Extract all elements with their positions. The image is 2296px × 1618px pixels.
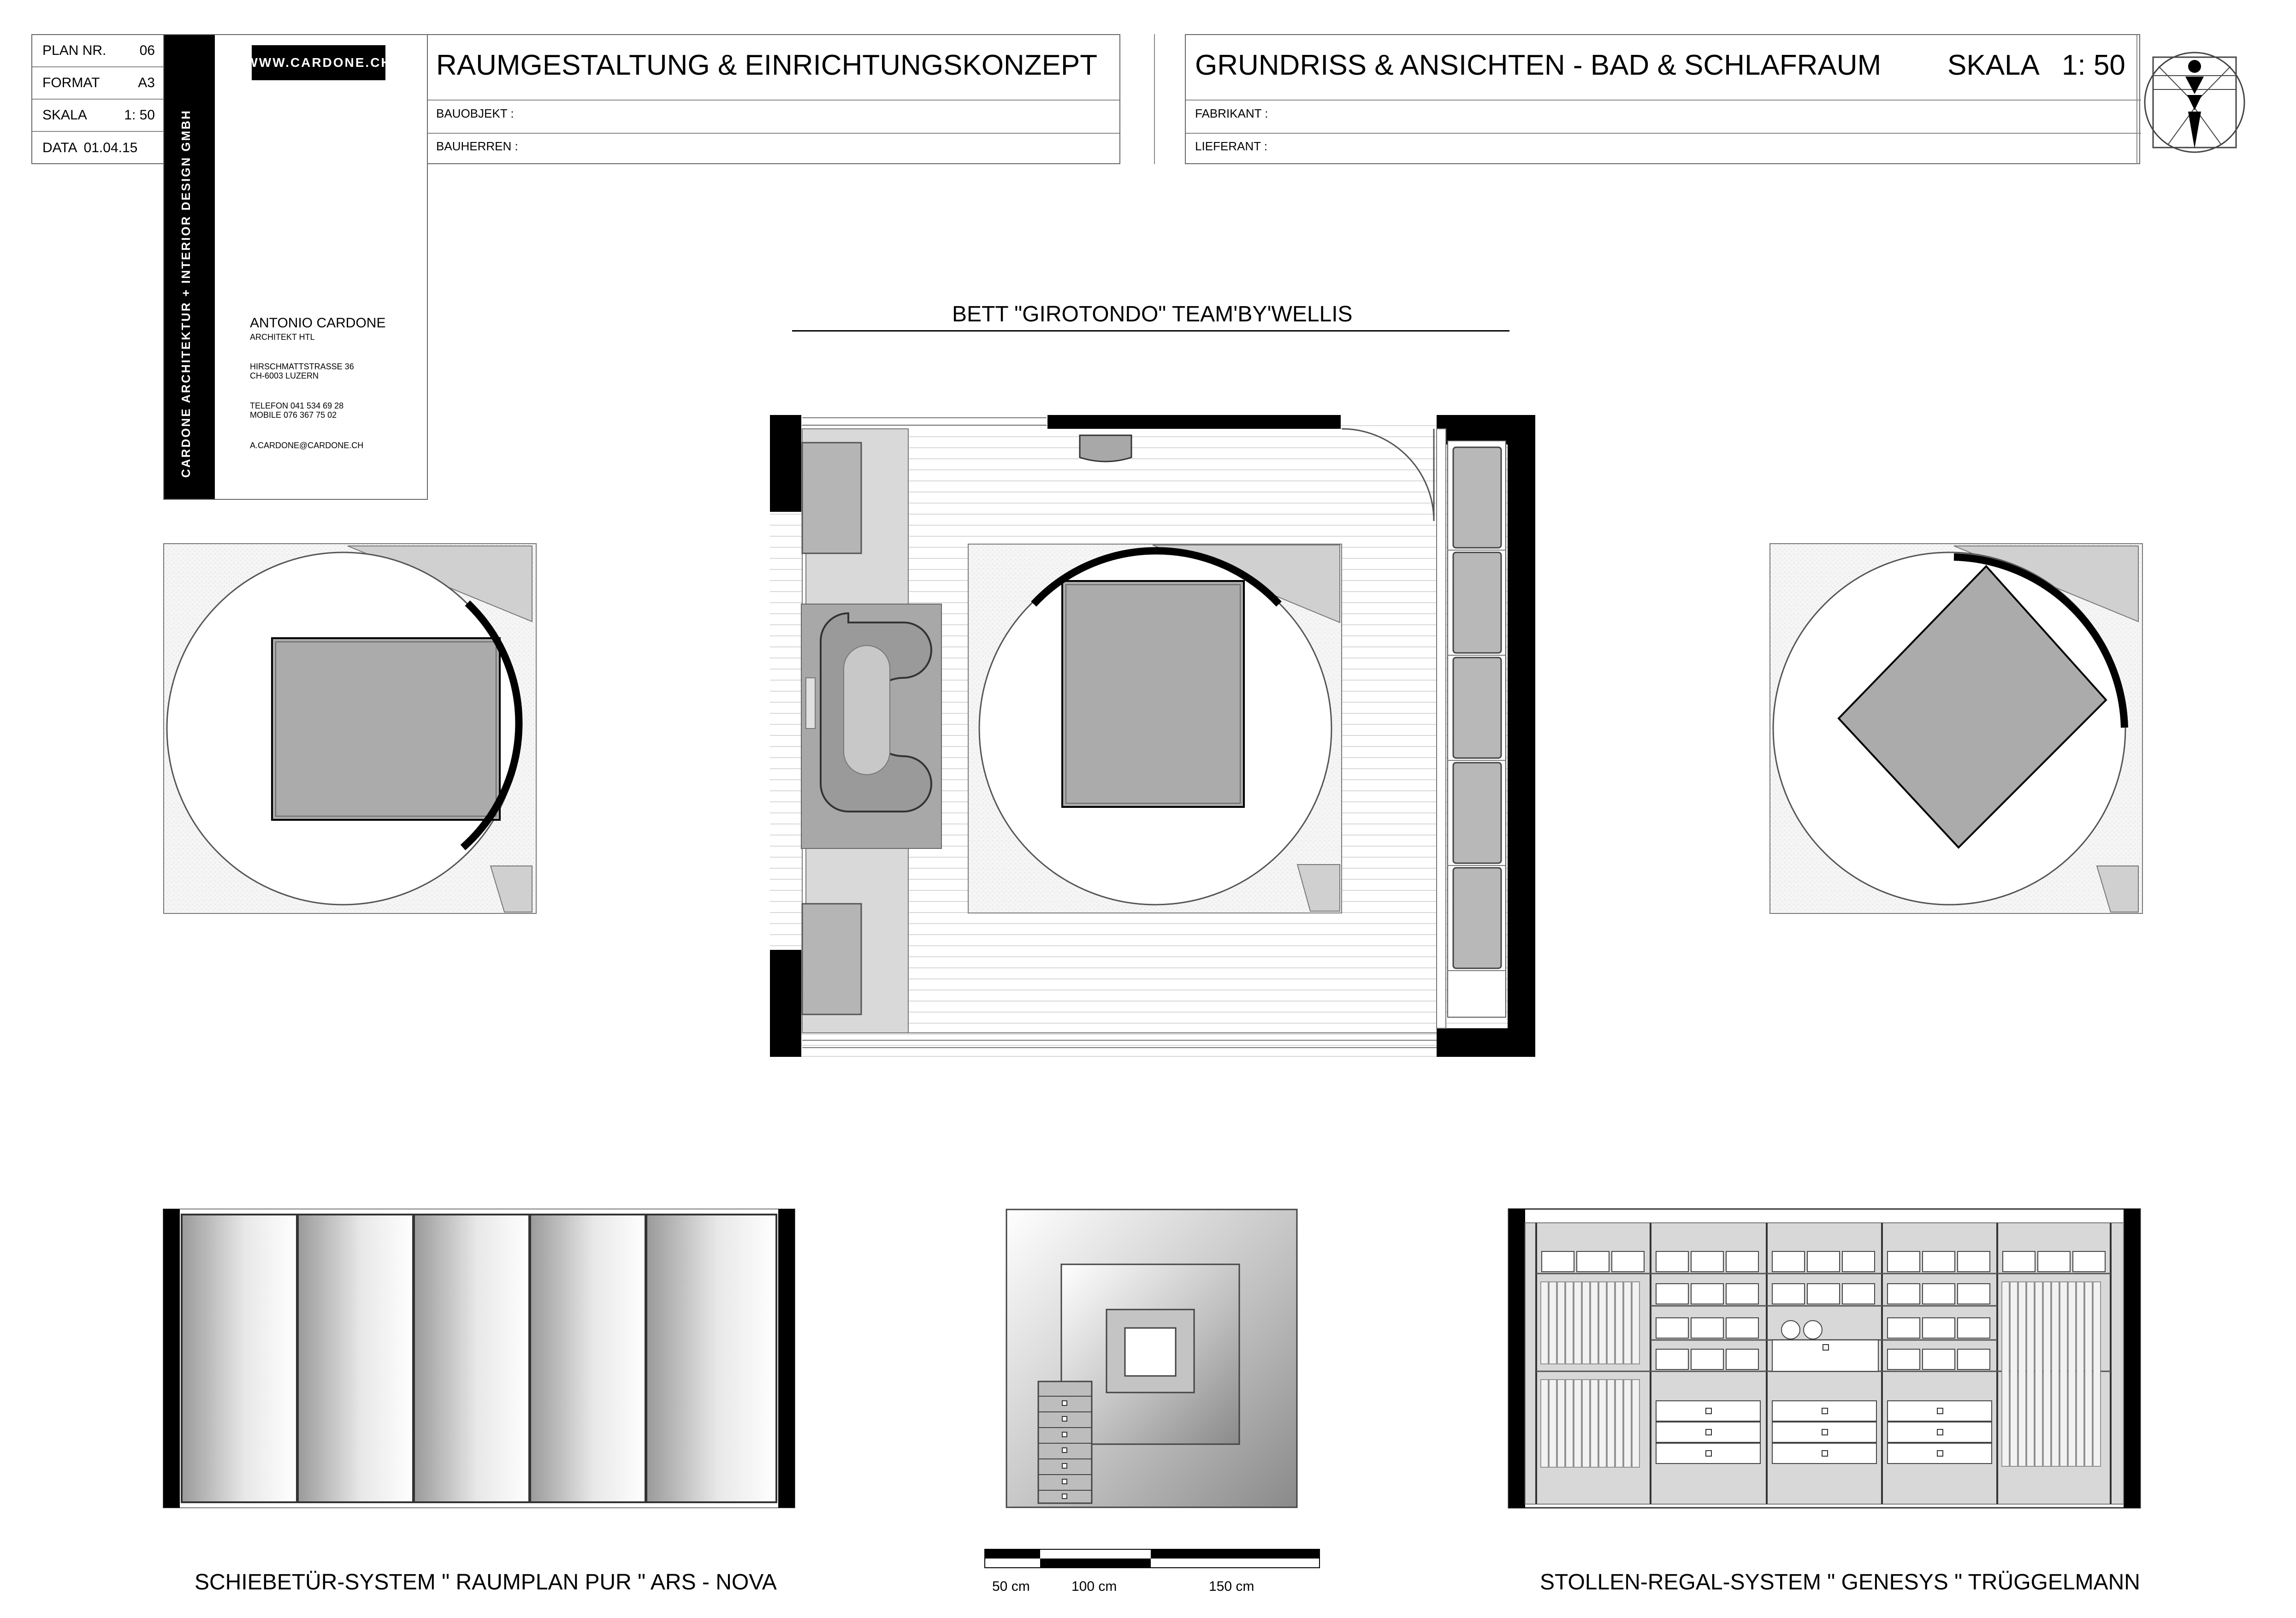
mobile-number: MOBILE 076 367 75 02 xyxy=(250,410,337,420)
bed-title-underline xyxy=(792,330,1509,332)
project-title-block xyxy=(428,34,1120,164)
date-value: 01.04.15 xyxy=(83,140,138,155)
divider-line xyxy=(428,100,1119,101)
format-value: A3 xyxy=(138,75,155,90)
sheet-scale-value: 1: 50 xyxy=(2062,49,2125,81)
plan-nr-value: 06 xyxy=(139,43,155,58)
company-card xyxy=(163,34,428,500)
title-separator xyxy=(1154,34,1155,164)
format-label: FORMAT xyxy=(42,75,100,90)
sliding-door-elevation xyxy=(163,1209,795,1508)
plan-info-table xyxy=(31,34,166,164)
format-row xyxy=(32,67,165,100)
scale-label-50: 50 cm xyxy=(992,1579,1030,1594)
scale-label-100: 100 cm xyxy=(1071,1579,1117,1594)
date-row xyxy=(32,132,165,164)
divider-line xyxy=(1186,133,2141,134)
vitruvian-figure-icon xyxy=(2140,34,2249,164)
scale-value: 1: 50 xyxy=(124,107,155,123)
email-address[interactable]: A.CARDONE@CARDONE.CH xyxy=(250,440,364,450)
phone-number: TELEFON 041 534 69 28 xyxy=(250,401,344,411)
plan-nr-label: PLAN NR. xyxy=(42,43,107,58)
bed-elevation xyxy=(1006,1209,1297,1508)
wall-top-center xyxy=(1047,415,1341,429)
sliding-door-caption: SCHIEBETÜR-SYSTEM " RAUMPLAN PUR " ARS - NOVA xyxy=(195,1570,777,1594)
scale-row xyxy=(32,100,165,132)
bed-title: BETT "GIROTONDO" TEAM'BY'WELLIS xyxy=(952,302,1353,326)
logo-divider xyxy=(2136,35,2137,164)
contact-block xyxy=(250,315,385,450)
date-label: DATA xyxy=(42,140,77,155)
street-address: HIRSCHMATTSTRASSE 36 xyxy=(250,362,354,371)
scale-label: SKALA xyxy=(42,107,87,123)
sheet-title: GRUNDRISS & ANSICHTEN - BAD & SCHLAFRAUM xyxy=(1195,49,1882,81)
bauobjekt-field: BAUOBJEKT : xyxy=(436,107,514,120)
wall-left-top xyxy=(770,415,801,512)
divider-line xyxy=(428,133,1119,134)
sheet-scale-label: SKALA xyxy=(1947,49,2040,81)
architect-name: ANTONIO CARDONE xyxy=(250,315,386,331)
divider-line xyxy=(1186,100,2141,101)
plan-nr-row xyxy=(32,35,165,67)
bauherren-field: BAUHERREN : xyxy=(436,139,518,153)
city-address: CH-6003 LUZERN xyxy=(250,371,319,380)
wall-right xyxy=(1508,415,1535,1057)
scale-label-150: 150 cm xyxy=(1209,1579,1255,1594)
wall-bottom-right xyxy=(1437,1028,1535,1057)
floor-plan xyxy=(770,415,1535,1057)
shelf-system-caption: STOLLEN-REGAL-SYSTEM " GENESYS " TRÜGGELMANN xyxy=(1540,1570,2140,1594)
sheet-title-block xyxy=(1185,34,2140,164)
project-title: RAUMGESTALTUNG & EINRICHTUNGSKONZEPT xyxy=(436,49,1098,81)
bed-variant-left xyxy=(163,543,537,914)
website-text[interactable]: WWW.CARDONE.CH xyxy=(245,55,392,70)
scale-bar xyxy=(985,1548,1320,1571)
shelf-system-elevation xyxy=(1509,1209,2140,1508)
bed-variant-right xyxy=(1769,543,2143,914)
website-banner xyxy=(245,45,392,80)
wall-left-bottom xyxy=(770,950,801,1057)
company-vertical-bar xyxy=(164,35,215,499)
fabrikant-field: FABRIKANT : xyxy=(1195,107,1268,120)
company-vertical-text: CARDONE ARCHITEKTUR + INTERIOR DESIGN GMBH xyxy=(179,109,193,478)
lieferant-field: LIEFERANT : xyxy=(1195,139,1268,153)
architect-title: ARCHITEKT HTL xyxy=(250,332,315,342)
